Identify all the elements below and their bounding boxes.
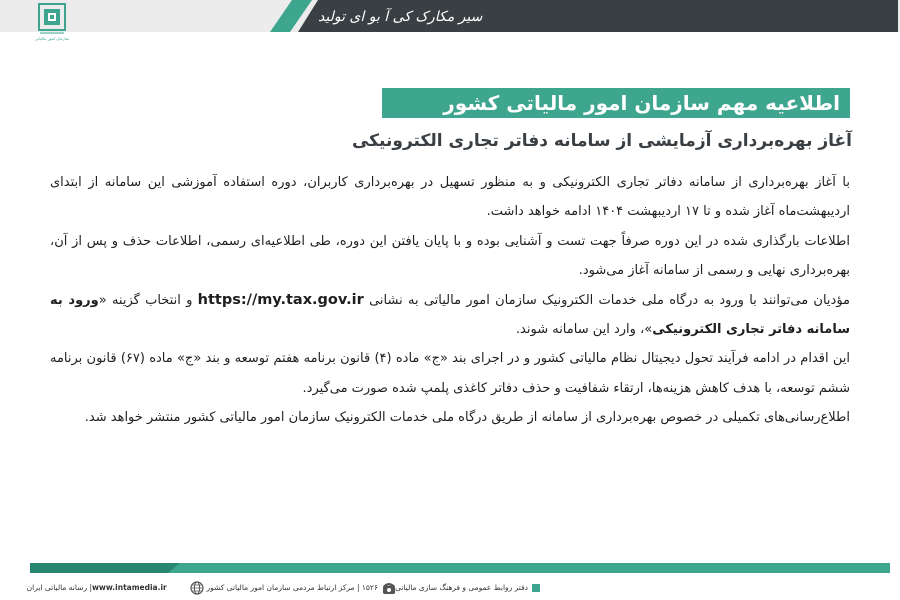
paragraph-5: اطلاع‌رسانی‌های تکمیلی در خصوص بهره‌برداری از سامانه از طریق درگاه ملی خدمات الکترونیک سازمان امور مالیاتی کشور منتشر خواهد شد. [84, 410, 850, 426]
footer-website [92, 580, 176, 596]
square-bullet-icon [532, 584, 540, 592]
header-band [0, 0, 900, 40]
footer-media: | رسانه مالیاتی ایران [26, 583, 92, 592]
footer-band-accent [30, 563, 180, 573]
footer-phone: ۱۵۲۶ | مرکز ارتباط مردمی سازمان امور مالیاتی کشور [206, 583, 378, 592]
paragraph-3-intro: مؤدیان می‌توانند با ورود به درگاه ملی خدمات الکترونیک سازمان امور مالیاتی به نشانی [369, 292, 851, 308]
paragraph-1: با آغاز بهره‌برداری از سامانه دفاتر تجاری الکترونیکی و به منظور تسهیل در بهره‌برداری کاربران، دوره استفاده آموزشی این سامانه از ابتدای اردیبهشت‌ماه آغاز شده و تا ۱۷ اردیبهشت ۱۴۰۴ ادامه خواهد داشت. [50, 175, 850, 220]
paragraph-4: این اقدام در ادامه فرآیند تحول دیجیتال نظام مالیاتی کشور و در اجرای بند «ج» ماده (۴) قانون برنامه هفتم توسعه و بند «ج» ماده (۶۷) قانون برنامه ششم توسعه، با هدف کاهش هزینه‌ها، ارتقاء شفافیت و حذف دفاتر کاغذی پلمپ شده صورت می‌گیرد. [50, 351, 850, 396]
page-subtitle: آغاز بهره‌برداری آزمایشی از سامانه دفاتر تجاری الکترونیکی [351, 131, 852, 151]
logo-caption: سازمان امور مالیاتی [34, 36, 70, 41]
paragraph-2: اطلاعات بارگذاری شده در این دوره صرفاً جهت تست و آشنایی بوده و با پایان یافتن این دوره، طی اطلاعیه‌ای رسمی، اطلاعات حذف و پس از آن، بهره‌برداری نهایی و رسمی از سامانه آغاز می‌شود. [50, 233, 850, 279]
header-slogan: سیر مکارک کی آ بو ای تولید [318, 9, 483, 25]
footer [26, 580, 890, 596]
website-link[interactable]: www.intamedia.ir [92, 583, 167, 592]
announcement-body [50, 168, 850, 433]
paragraph-3-end: »، وارد این سامانه شوند. [515, 322, 653, 338]
page-title: اطلاعیه مهم سازمان امور مالیاتی کشور [443, 91, 840, 115]
paragraph-3-middle: و انتخاب گزینه « [98, 292, 193, 308]
globe-icon [190, 581, 204, 595]
title-bar [382, 88, 850, 118]
tax-portal-link[interactable]: https://my.tax.gov.ir [197, 291, 364, 308]
paragraph-3-option: ورود به سامانه دفاتر تجاری الکترونیکی [50, 292, 850, 338]
paragraph-3 [50, 286, 850, 345]
footer-office: دفتر روابط عمومی و فرهنگ سازی مالیاتی [395, 583, 528, 592]
phone-icon [382, 581, 396, 595]
